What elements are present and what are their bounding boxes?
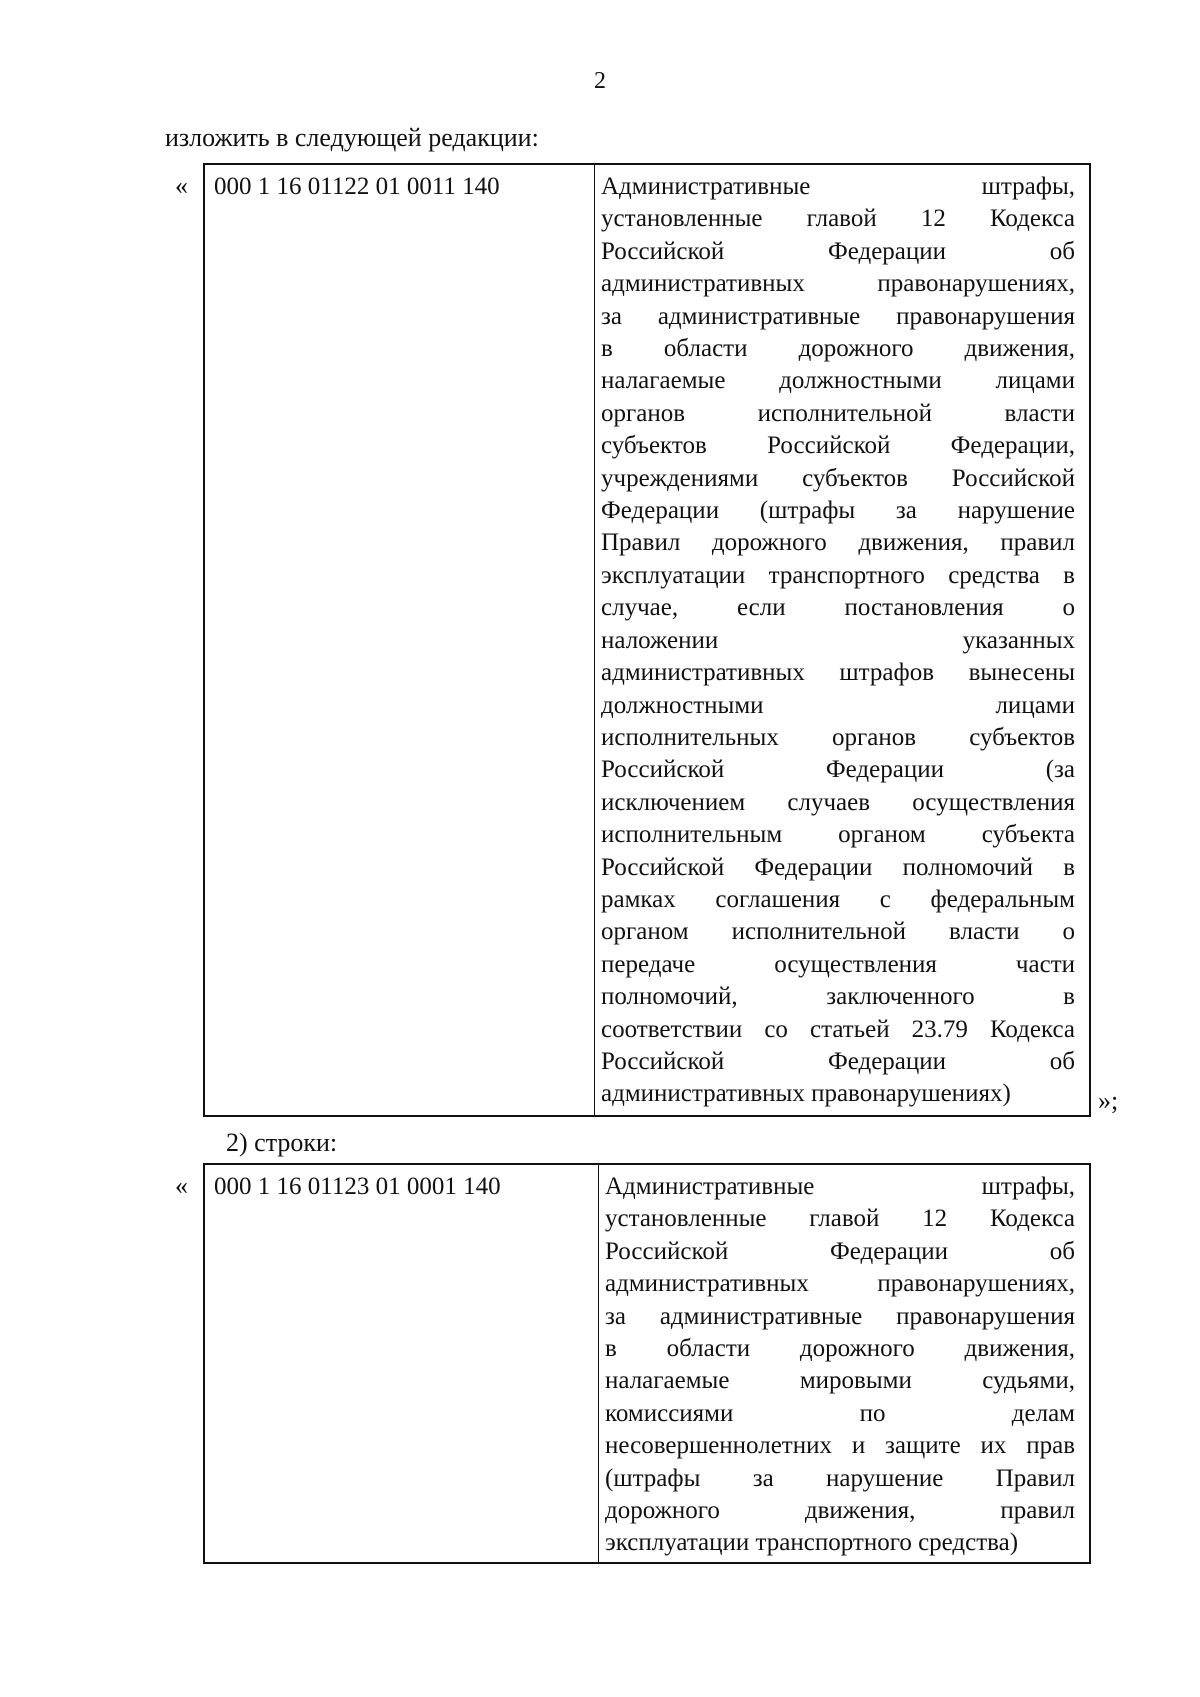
page-number: 2 <box>594 68 606 94</box>
description-line: Российской Федерации об <box>601 1047 1075 1075</box>
description-line: должностными лицами <box>601 691 1075 719</box>
description-line: исполнительным органом субъекта <box>601 821 1075 849</box>
description-line: Российской Федерации полномочий в <box>601 853 1075 881</box>
table1-close-quote: »; <box>1098 1086 1119 1115</box>
description-line: административных правонарушениях) <box>601 1080 1011 1108</box>
description-line: Административные штрафы, <box>605 1173 1075 1200</box>
description-line: Правил дорожного движения, правил <box>601 529 1075 557</box>
table2-description-cell <box>599 1165 1089 1562</box>
description-line: случае, если постановления о <box>601 594 1075 622</box>
code-table-1 <box>203 163 1091 1117</box>
description-line: установленные главой 12 Кодекса <box>605 1205 1075 1233</box>
description-line: дорожного движения, правил <box>605 1497 1075 1525</box>
description-line: Российской Федерации об <box>605 1237 1075 1265</box>
description-line: исключением случаев осуществления <box>601 788 1075 816</box>
table2-code-cell <box>205 1165 599 1562</box>
description-line: исполнительных органов субъектов <box>601 723 1075 751</box>
description-line: рамках соглашения с федеральным <box>601 885 1075 913</box>
description-line: в области дорожного движения, <box>605 1335 1075 1363</box>
description-line: Административные штрафы, <box>601 173 1075 200</box>
description-line: в области дорожного движения, <box>601 335 1075 363</box>
description-line: административных правонарушениях, <box>601 270 1075 298</box>
description-line: наложении указанных <box>601 626 1075 654</box>
description-line: Федерации (штрафы за нарушение <box>601 497 1075 525</box>
description-line: (штрафы за нарушение Правил <box>605 1464 1075 1492</box>
description-line: административных правонарушениях, <box>605 1270 1075 1298</box>
description-line: установленные главой 12 Кодекса <box>601 205 1075 233</box>
description-line: учреждениями субъектов Российской <box>601 464 1075 492</box>
description-line: налагаемые должностными лицами <box>601 367 1075 395</box>
description-line: передаче осуществления части <box>601 950 1075 978</box>
table1-open-quote: « <box>175 171 188 200</box>
description-line: за административные правонарушения <box>605 1302 1075 1330</box>
description-line: административных штрафов вынесены <box>601 659 1075 687</box>
description-line: налагаемые мировыми судьями, <box>605 1367 1075 1395</box>
table1-code-cell <box>205 165 595 1115</box>
description-line: органов исполнительной власти <box>601 399 1075 427</box>
description-line: Российской Федерации (за <box>601 756 1075 784</box>
description-line: за административные правонарушения <box>601 302 1075 330</box>
description-line: полномочий, заключенного в <box>601 983 1075 1011</box>
description-line: соответствии со статьей 23.79 Кодекса <box>601 1015 1075 1043</box>
description-line: эксплуатации транспортного средства) <box>605 1529 1019 1557</box>
description-line: органом исполнительной власти о <box>601 918 1075 946</box>
intro-text: изложить в следующей редакции: <box>165 123 539 152</box>
code-table-2 <box>203 1163 1091 1564</box>
table1-code: 000 1 16 01122 01 0011 140 <box>214 173 500 200</box>
item-label: 2) строки: <box>226 1128 338 1157</box>
table1-description-cell <box>595 165 1089 1115</box>
table2-code: 000 1 16 01123 01 0001 140 <box>214 1173 501 1200</box>
description-line: эксплуатации транспортного средства в <box>601 561 1075 589</box>
table2-open-quote: « <box>175 1171 188 1200</box>
description-line: несовершеннолетних и защите их прав <box>605 1432 1075 1460</box>
description-line: Российской Федерации об <box>601 237 1075 265</box>
description-line: комиссиями по делам <box>605 1399 1075 1427</box>
description-line: субъектов Российской Федерации, <box>601 432 1075 460</box>
